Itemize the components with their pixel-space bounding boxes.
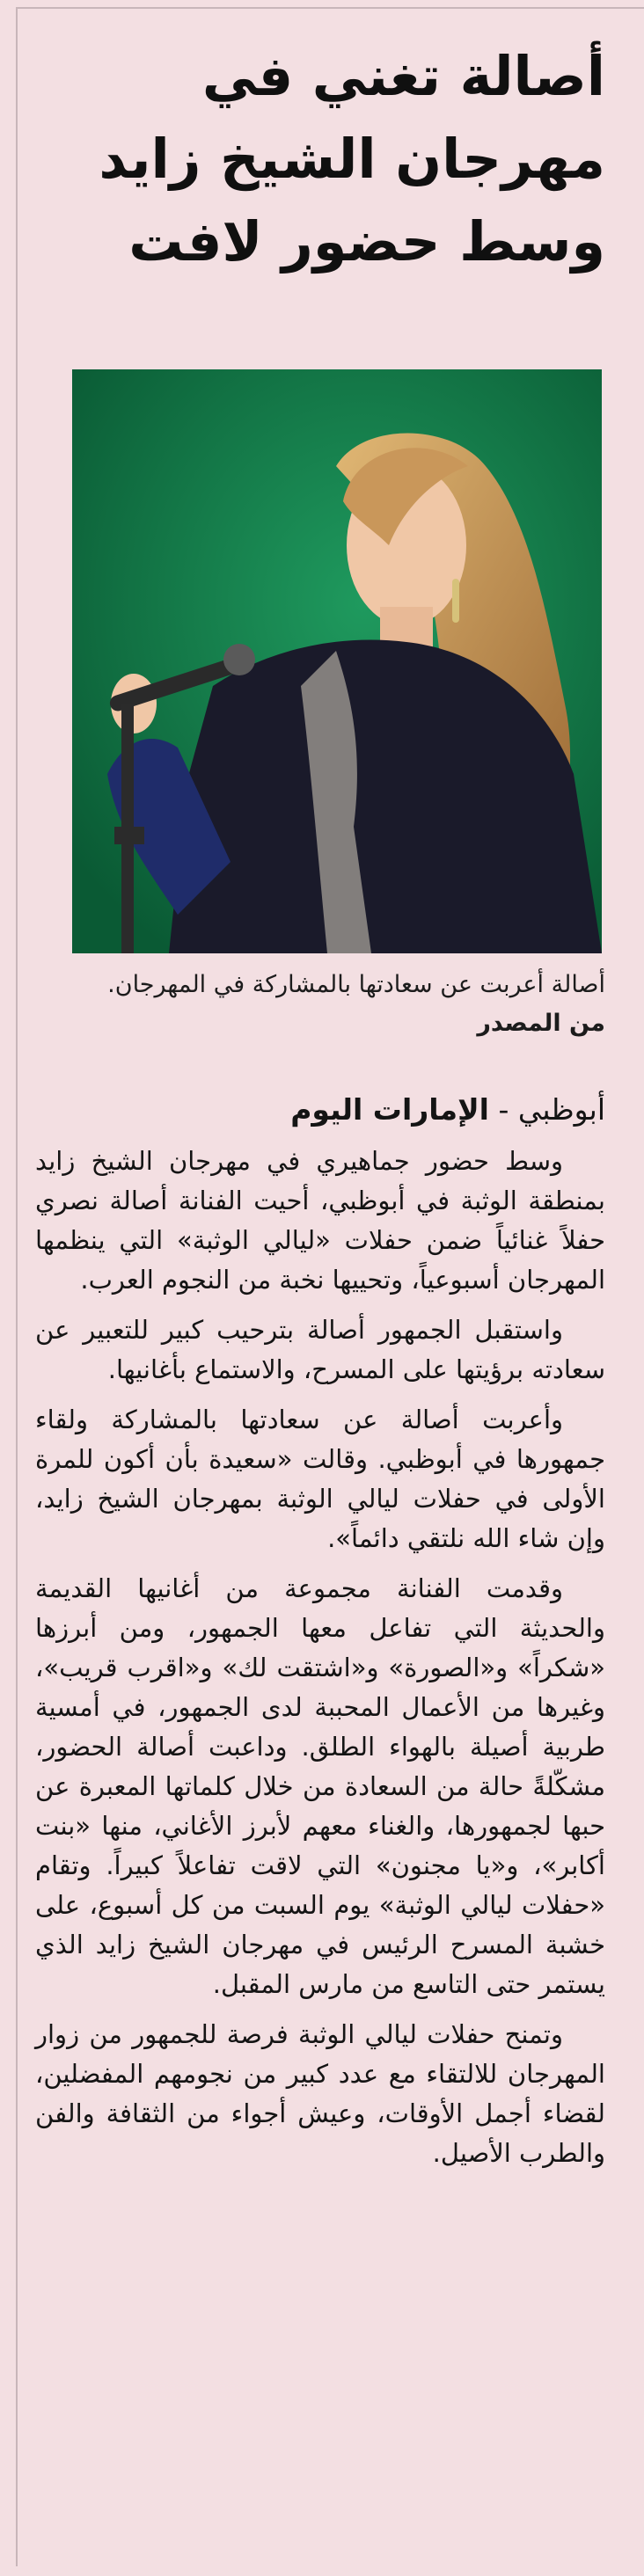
article-paragraph: وتمنح حفلات ليالي الوثبة فرصة للجمهور من زوار المهرجان للالتقاء مع عدد كبير من نجومهم المفضلين، لقضاء أجمل الأوقات، وعيش أجواء من الثقافة والفن والطرب الأصيل. bbox=[35, 2019, 605, 2168]
article-paragraph: وأعربت أصالة عن سعادتها بالمشاركة ولقاء جمهورها في أبوظبي. وقالت «سعيدة بأن أكون للمرة الأولى في حفلات ليالي الوثبة بمهرجان الشيخ زايد، وإن شاء الله نلتقي دائماً». bbox=[35, 1405, 605, 1553]
byline-place: أبوظبي - bbox=[498, 1092, 605, 1127]
column-rule-top bbox=[16, 7, 644, 9]
byline-org: الإمارات اليوم bbox=[290, 1092, 489, 1127]
article-body bbox=[35, 1142, 605, 2184]
article-paragraph: وقدمت الفنانة مجموعة من أغانيها القديمة والحديثة التي تفاعل معها الجمهور، ومن أبرزها «شكراً» و«الصورة» و«اشتقت لك» و«اقرب قريب»، وغيرها من الأعمال المحببة لدى الجمهور، في أمسية طربية أصيلة بالهواء الطلق. وداعبت أصالة الحضور، مشكّلةً حالة من السعادة من خلال كلماتها المعبرة عن حبها لجمهورها، والغناء معهم لأبرز الأغاني، منها «بنت أكابر»، و«يا مجنون» التي لاقت تفاعلاً كبيراً. وتقام «حفلات ليالي الوثبة» يوم السبت من كل أسبوع، على خشبة المسرح الرئيس في مهرجان الشيخ زايد الذي يستمر حتى التاسع من مارس المقبل. bbox=[35, 1573, 605, 1999]
caption-text: أصالة أعربت عن سعادتها بالمشاركة في المهرجان. bbox=[107, 971, 605, 998]
caption-credit: من المصدر bbox=[477, 1010, 605, 1037]
photo-caption bbox=[72, 966, 605, 1043]
article-paragraph: وسط حضور جماهيري في مهرجان الشيخ زايد بمنطقة الوثبة في أبوظبي، أحيت الفنانة أصالة نصري حفلاً غنائياً ضمن حفلات «ليالي الوثبة» التي ينظمها المهرجان أسبوعياً، وتحييها نخبة من النجوم العرب. bbox=[35, 1146, 605, 1295]
article-headline: أصالة تغني في مهرجان الشيخ زايد وسط حضور لافت bbox=[99, 44, 605, 274]
singer-photo bbox=[72, 369, 602, 953]
singer-photo-icon bbox=[72, 369, 602, 953]
column-rule-left bbox=[16, 7, 18, 2566]
article-paragraph: واستقبل الجمهور أصالة بترحيب كبير للتعبير عن سعادته برؤيتها على المسرح، والاستماع بأغانيها. bbox=[35, 1315, 605, 1384]
byline bbox=[72, 1089, 605, 1131]
